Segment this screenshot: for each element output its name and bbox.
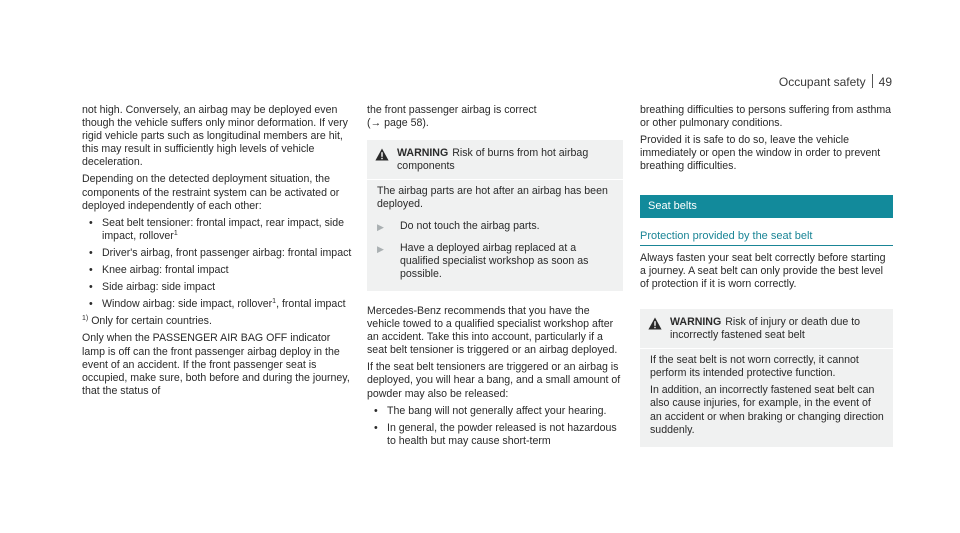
warning-box-burns bbox=[367, 140, 623, 291]
warning-triangle-icon bbox=[375, 148, 391, 173]
warning-title: Risk of burns from hot airbag components bbox=[397, 147, 589, 173]
paragraph: If the seat belt tensioners are triggered or an airbag is deployed, you will hear a bang, and a small amount of powder may also be released: bbox=[367, 361, 621, 400]
paragraph: Only when the PASSENGER AIR BAG OFF indicator lamp is off can the front passenger airbag deploy in the event of an accident. If the front passenger seat is occupied, make sure, both before and during the journey, that the status of bbox=[82, 332, 350, 397]
column-3 bbox=[640, 104, 893, 461]
instruction-step: ▶ Do not touch the airbag parts. bbox=[377, 220, 615, 234]
list-item: • Seat belt tensioner: frontal impact, rear impact, side impact, rollover$^1$ bbox=[82, 217, 354, 243]
list-item: • The bang will not generally affect your hearing. bbox=[367, 405, 623, 418]
subheading: Protection provided by the seat belt bbox=[640, 230, 893, 246]
footnote-ref[interactable]: 1 bbox=[173, 229, 178, 237]
page-number: 49 bbox=[878, 75, 892, 89]
warning-text: The airbag parts are hot after an airbag has been deployed. bbox=[377, 185, 608, 211]
paragraph: not high. Conversely, an airbag may be deployed even though the vehicle suffers only minor deformation. If very rigid vehicle parts such as longitudinal members are hit, this may result in sufficiently high levels of vehicle deceleration. bbox=[82, 104, 348, 169]
instruction-step: ▶ Have a deployed airbag replaced at a qualified specialist workshop as soon as possible. bbox=[377, 241, 589, 280]
header-divider bbox=[872, 74, 873, 88]
list-item: • Knee airbag: frontal impact bbox=[82, 264, 354, 277]
step-arrow-icon: ▶ bbox=[377, 243, 384, 254]
deployment-list bbox=[82, 217, 354, 312]
warning-triangle-icon bbox=[648, 317, 664, 342]
paragraph: Depending on the detected deployment situation, the components of the restraint system can be activated or deployed independently of each other: bbox=[82, 173, 340, 212]
paragraph: the front passenger airbag is correct (→ page 58). bbox=[367, 104, 537, 130]
page-header bbox=[779, 74, 892, 89]
warning-body bbox=[640, 349, 893, 447]
page-reference-link[interactable]: (→ page 58). bbox=[367, 117, 429, 130]
paragraph: Mercedes-Benz recommends that you have the vehicle towed to a qualified specialist workshop after an accident. Take this into account, particularly if a seat belt tensioner is triggered or an airbag deployed. bbox=[367, 304, 618, 357]
column-2 bbox=[367, 104, 623, 452]
warning-text: In addition, an incorrectly fastened seat belt can also cause injuries, for example, in the event of an accident or when braking or changing direction suddenly. bbox=[650, 384, 884, 436]
warning-body bbox=[367, 180, 623, 291]
list-item: • Side airbag: side impact bbox=[82, 281, 354, 294]
footnote-ref[interactable]: 1 bbox=[272, 298, 277, 306]
section-name: Occupant safety bbox=[778, 75, 866, 89]
section-title-bar: Seat belts bbox=[640, 195, 893, 217]
effects-list bbox=[367, 405, 623, 448]
warning-box-seat-belt bbox=[640, 309, 893, 447]
paragraph: Always fasten your seat belt correctly before starting a journey. A seat belt can only provide the best level of protection if it is worn correctly. bbox=[640, 251, 886, 290]
list-item: • Window airbag: side impact, rollover$^1$, frontal impact bbox=[82, 298, 354, 311]
warning-label: WARNING bbox=[397, 147, 449, 160]
list-item: • In general, the powder released is not hazardous to health but may cause short-term bbox=[367, 422, 623, 448]
paragraph: breathing difficulties to persons suffering from asthma or other pulmonary conditions. bbox=[640, 104, 892, 130]
column-1 bbox=[82, 104, 354, 402]
step-arrow-icon: ▶ bbox=[377, 221, 384, 232]
warning-label: WARNING bbox=[670, 315, 722, 328]
warning-title: Risk of injury or death due to incorrectly fastened seat belt bbox=[670, 315, 861, 342]
warning-header bbox=[640, 309, 893, 349]
warning-text: If the seat belt is not worn correctly, it cannot perform its intended protective function. bbox=[650, 354, 859, 380]
paragraph: Provided it is safe to do so, leave the vehicle immediately or open the window in order to prevent breathing difficulties. bbox=[640, 134, 881, 173]
warning-header bbox=[367, 140, 623, 180]
footnote: $^{1)}$ Only for certain countries. bbox=[82, 315, 212, 328]
list-item: • Driver's airbag, front passenger airbag: frontal impact bbox=[82, 247, 354, 260]
